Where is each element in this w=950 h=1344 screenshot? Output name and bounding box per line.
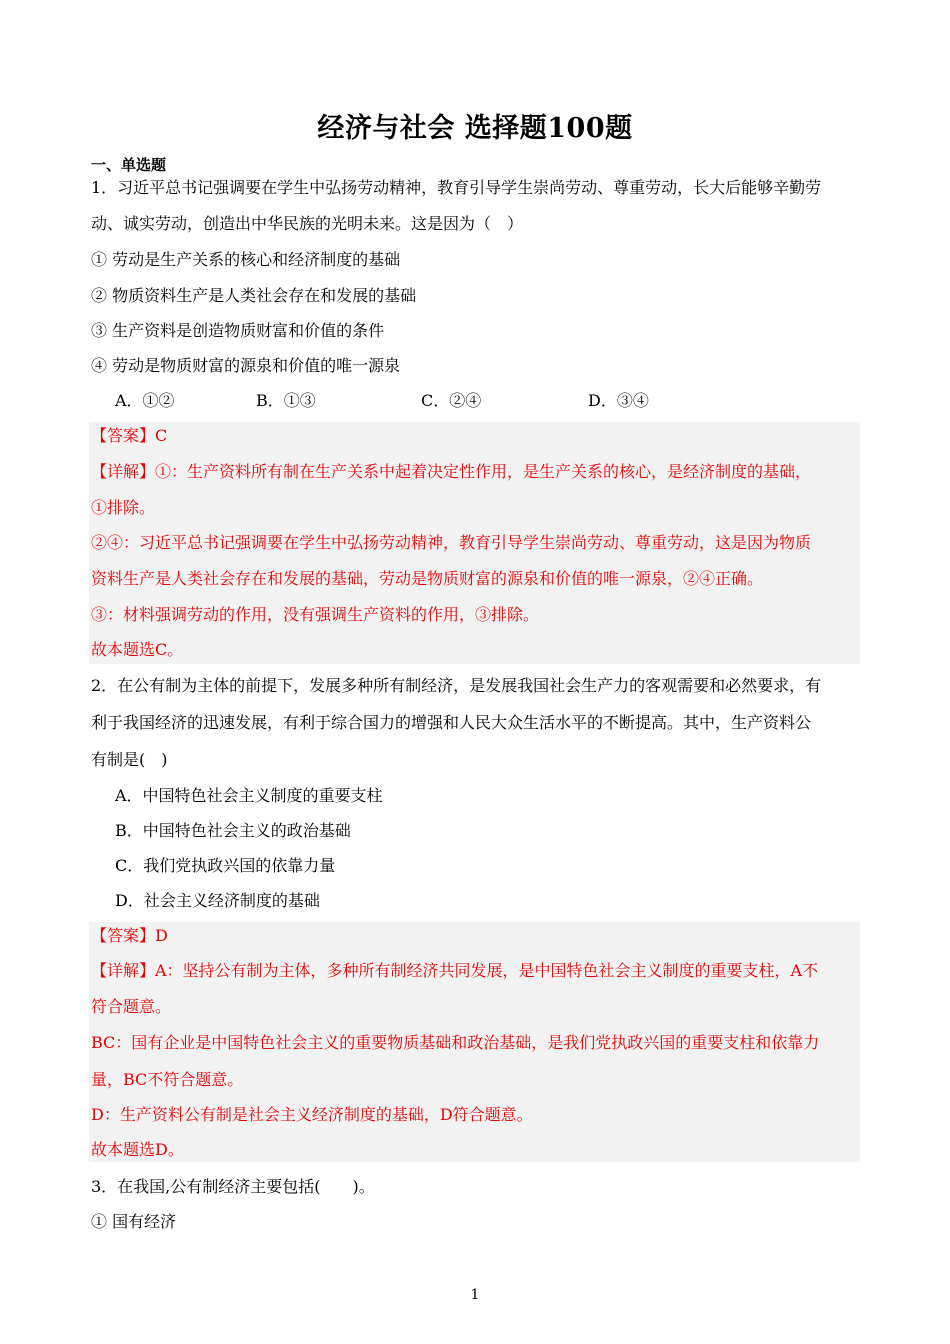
page-number: 1 (470, 1287, 480, 1303)
option-a: A．中国特色社会主义制度的重要支柱 (115, 786, 383, 805)
answer-label: 【答案】D (91, 926, 168, 945)
answer-detail: 【详解】A：坚持公有制为主体，多种所有制经济共同发展，是中国特色社会主义制度的重要支柱，A不 (91, 961, 819, 980)
document-title: 经济与社会 选择题100题 (317, 113, 633, 144)
question-stem: 1．习近平总书记强调要在学生中弘扬劳动精神，教育引导学生崇尚劳动、尊重劳动，长大后能够辛勤劳 (91, 178, 822, 197)
answer-detail: BC：国有企业是中国特色社会主义的重要物质基础和政治基础，是我们党执政兴国的重要支柱和依靠力 (91, 1033, 820, 1052)
option-b: B．①③ (256, 391, 316, 410)
answer-detail: 量，BC不符合题意。 (91, 1070, 244, 1089)
option-a: A．①② (115, 391, 175, 410)
answer-detail: 【详解】①：生产资料所有制在生产关系中起着决定性作用，是生产关系的核心，是经济制度的基础， (91, 462, 812, 481)
section-heading: 一、单选题 (91, 156, 167, 174)
question-stem: 利于我国经济的迅速发展，有利于综合国力的增强和人民大众生活水平的不断提高。其中，生产资料公 (91, 713, 812, 732)
statement-item: ④ 劳动是物质财富的源泉和价值的唯一源泉 (91, 356, 401, 375)
statement-item: ① 劳动是生产关系的核心和经济制度的基础 (91, 250, 401, 269)
answer-detail: 故本题选C。 (91, 640, 184, 659)
question-stem: 2．在公有制为主体的前提下，发展多种所有制经济，是发展我国社会生产力的客观需要和必然要求，有 (91, 676, 822, 695)
option-c: C．我们党执政兴国的依靠力量 (115, 856, 336, 875)
answer-detail: 资料生产是人类社会存在和发展的基础，劳动是物质财富的源泉和价值的唯一源泉，②④正确。 (91, 569, 764, 588)
question-stem: 3．在我国,公有制经济主要包括( )。 (91, 1177, 375, 1196)
question-stem: 动、诚实劳动，创造出中华民族的光明未来。这是因为（ ） (91, 214, 524, 233)
statement-item: ③ 生产资料是创造物质财富和价值的条件 (91, 321, 385, 340)
option-d: D．③④ (588, 391, 649, 410)
question-stem: 有制是( ) (91, 750, 168, 769)
option-c: C．②④ (421, 391, 482, 410)
answer-detail: ①排除。 (91, 498, 156, 517)
answer-detail: ②④：习近平总书记强调要在学生中弘扬劳动精神，教育引导学生崇尚劳动、尊重劳动，这是因为物质 (91, 533, 812, 552)
statement-item: ① 国有经济 (91, 1212, 177, 1231)
answer-detail: D：生产资料公有制是社会主义经济制度的基础，D符合题意。 (91, 1105, 533, 1124)
answer-label: 【答案】C (91, 426, 168, 445)
answer-detail: 符合题意。 (91, 997, 172, 1016)
option-b: B．中国特色社会主义的政治基础 (115, 821, 351, 840)
option-d: D．社会主义经济制度的基础 (115, 891, 320, 910)
statement-item: ② 物质资料生产是人类社会存在和发展的基础 (91, 286, 417, 305)
answer-detail: ③：材料强调劳动的作用，没有强调生产资料的作用，③排除。 (91, 605, 540, 624)
answer-detail: 故本题选D。 (91, 1140, 184, 1159)
